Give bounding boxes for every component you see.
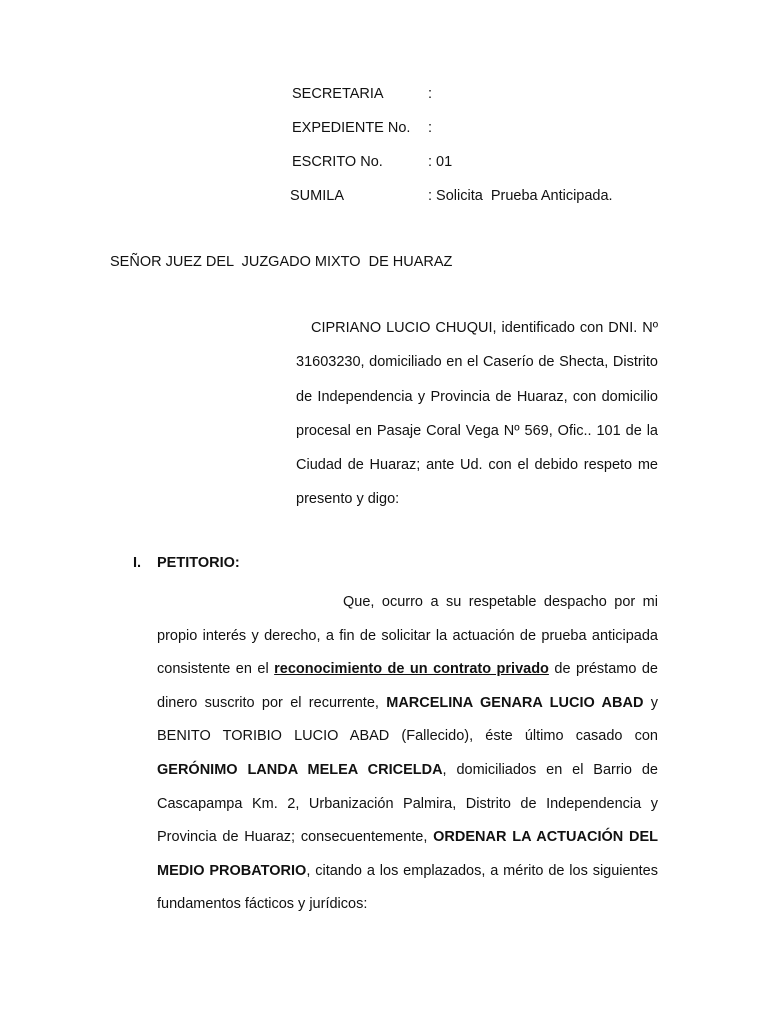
case-header — [289, 84, 709, 220]
petitorio-body — [157, 586, 658, 922]
spouse-name: GERÓNIMO LANDA MELEA CRICELDA — [157, 761, 443, 778]
section-heading-petitorio — [133, 553, 240, 573]
header-value: : — [428, 86, 433, 102]
petitorio-text: , domiciliados en el Barrio de Cascapampa Km. 2, Urbanización Palmira, Distrito de Independencia y Provincia de Huaraz; consecuentemente, — [157, 761, 658, 846]
intro-text: CIPRIANO LUCIO CHUQUI, identificado con DNI. Nº 31603230, domiciliado en el Caserío de Shecta, Distrito de Independencia y Provincia de Huaraz, con domicilio procesal en Pasaje Coral Vega Nº 569, Ofic.. 101 de la Ciudad de Huaraz; ante Ud. con el debido respeto me presento y digo: — [296, 320, 658, 508]
header-row-escrito — [289, 152, 709, 186]
header-label: EXPEDIENTE No. — [292, 120, 411, 136]
petitorio-paragraph — [157, 586, 658, 922]
section-title: PETITORIO: — [157, 555, 240, 571]
header-value: : Solicita Prueba Anticipada. — [428, 188, 613, 204]
contract-emphasis: reconocimiento de un contrato privado — [274, 661, 549, 678]
order-emphasis: ORDENAR LA ACTUACIÓN DEL MEDIO PROBATORIO — [157, 829, 658, 879]
header-value: : — [428, 120, 433, 136]
header-value: : 01 — [428, 154, 453, 170]
header-row-expediente — [289, 118, 709, 152]
petitorio-text: y BENITO TORIBIO LUCIO ABAD (Fallecido), éste último casado con — [157, 694, 659, 745]
petitorio-text: de préstamo de dinero suscrito por el recurrente, — [157, 661, 658, 711]
header-row-secretaria — [289, 84, 709, 118]
addressee: SEÑOR JUEZ DEL JUZGADO MIXTO DE HUARAZ — [110, 254, 453, 270]
header-label: SECRETARIA — [292, 86, 384, 102]
header-label: SUMILA — [290, 188, 344, 204]
defendant-name: MARCELINA GENARA LUCIO ABAD — [386, 694, 644, 711]
header-row-sumila — [289, 186, 709, 220]
section-number: I. — [133, 555, 142, 571]
intro-paragraph — [296, 311, 658, 517]
header-label: ESCRITO No. — [292, 154, 383, 170]
petitorio-text: Que, ocurro a su respetable despacho por mi propio interés y derecho, a fin de solicitar la actuación de prueba anticipada consistente en el — [157, 594, 658, 678]
petitorio-text: , citando a los emplazados, a mérito de los siguientes fundamentos fácticos y jurídicos: — [157, 862, 659, 913]
